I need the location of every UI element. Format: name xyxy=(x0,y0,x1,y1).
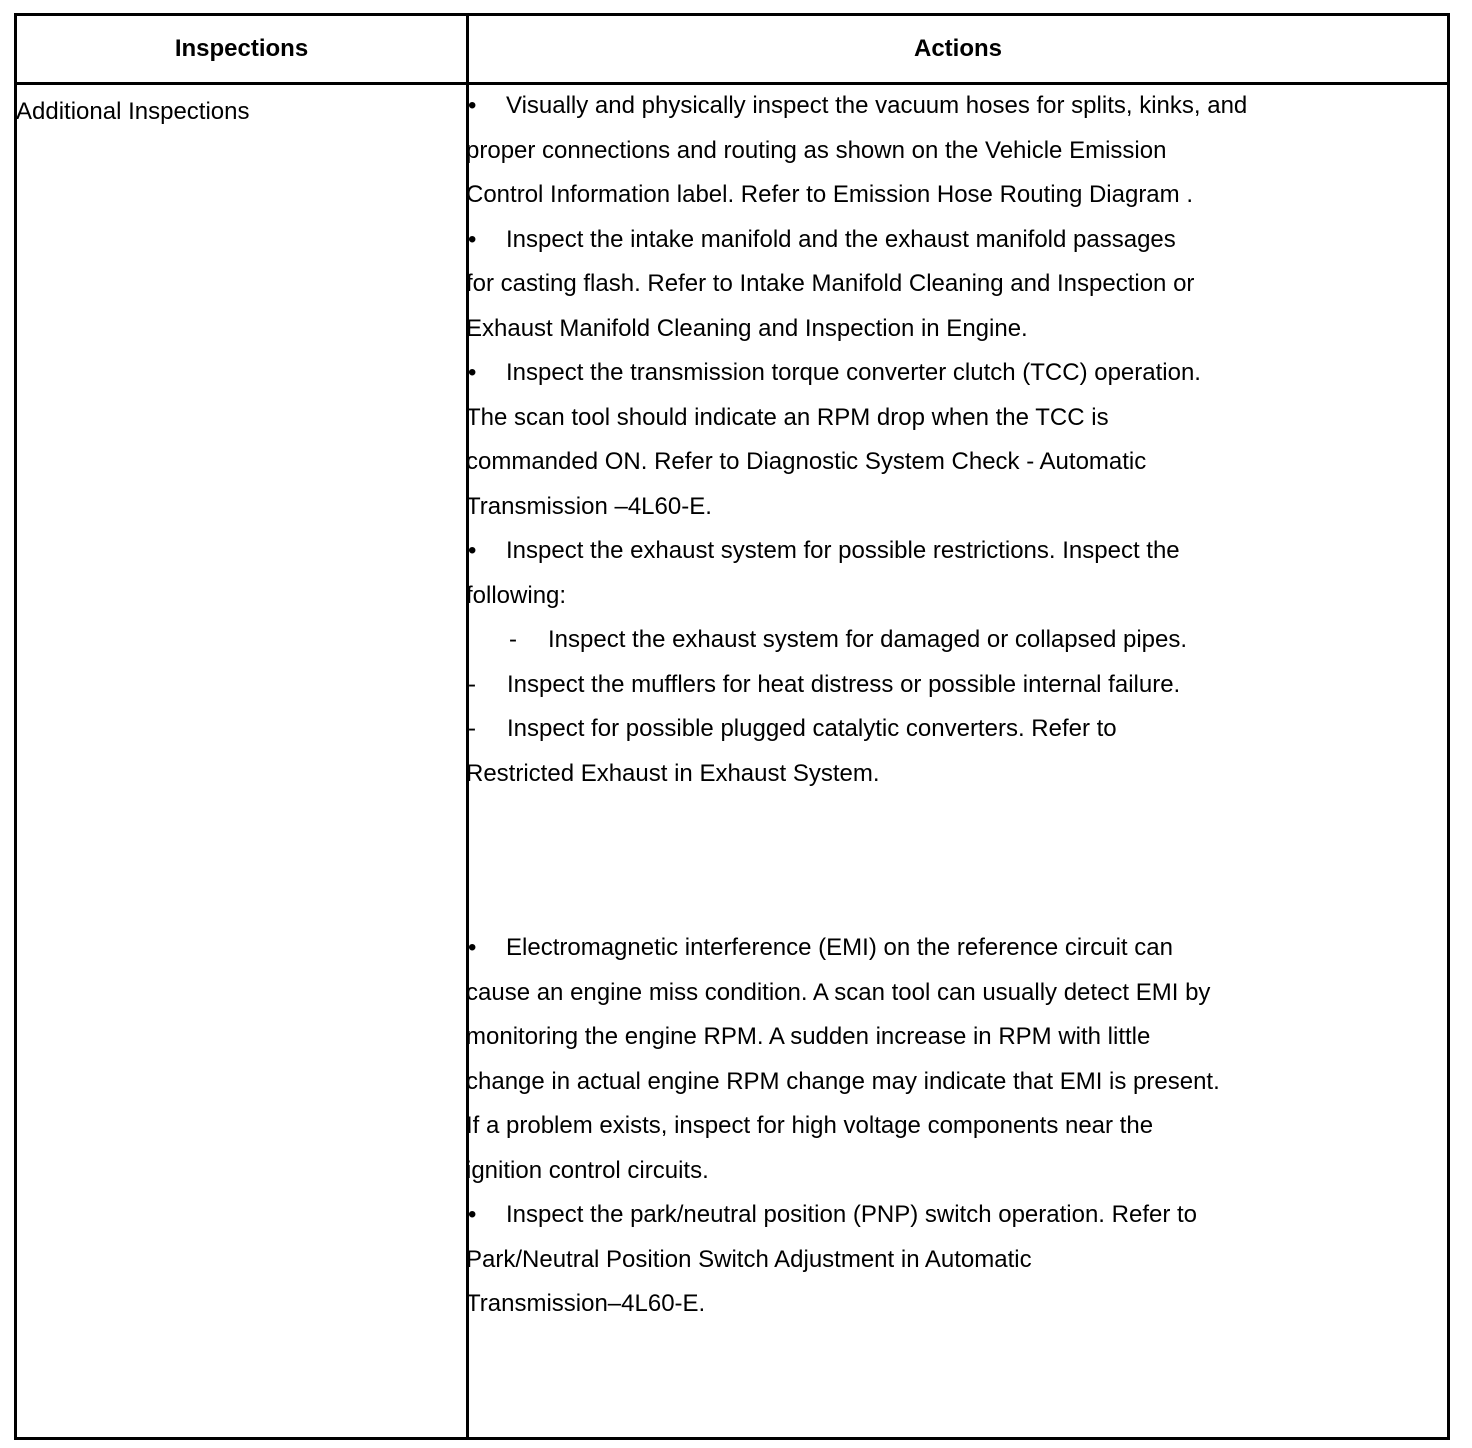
action-line-text: Transmission–4L60-E. xyxy=(466,1290,706,1317)
action-line xyxy=(466,1104,1416,1149)
header-inspections: Inspections xyxy=(174,35,309,62)
action-line xyxy=(466,663,1416,708)
action-line-text: Inspect the transmission torque converter clutch (TCC) operation. xyxy=(506,359,1201,386)
bullet-marker: • xyxy=(468,1201,477,1228)
action-line xyxy=(466,1060,1416,1105)
action-line-text: Inspect the park/neutral position (PNP) switch operation. Refer to xyxy=(506,1201,1198,1228)
bullet-marker: • xyxy=(468,92,477,119)
dash-marker: - xyxy=(468,715,476,742)
action-line-text: Restricted Exhaust in Exhaust System. xyxy=(466,759,880,787)
action-line xyxy=(466,485,1416,530)
action-line-text: cause an engine miss condition. A scan tool can usually detect EMI by xyxy=(466,978,1211,1006)
action-line xyxy=(466,1282,1416,1327)
action-line-text: for casting flash. Refer to Intake Manifold Cleaning and Inspection or xyxy=(466,270,1195,297)
action-line-text: Transmission –4L60-E. xyxy=(466,492,712,520)
action-line-text: commanded ON. Refer to Diagnostic System Check - Automatic xyxy=(466,448,1147,475)
action-line xyxy=(466,84,1416,129)
actions-cell-part1 xyxy=(466,84,1416,796)
action-line-text: Visually and physically inspect the vacuum hoses for splits, kinks, and xyxy=(506,92,1248,119)
action-line-text: ignition control circuits. xyxy=(466,1156,709,1184)
action-line xyxy=(466,1238,1416,1283)
dash-marker: - xyxy=(509,626,517,653)
action-line xyxy=(466,440,1416,485)
bullet-marker: • xyxy=(468,537,477,564)
action-line xyxy=(466,707,1416,752)
bullet-marker: • xyxy=(468,225,477,253)
action-line-text: Control Information label. Refer to Emission Hose Routing Diagram . xyxy=(466,181,1193,208)
action-line xyxy=(466,173,1416,218)
action-line xyxy=(466,307,1416,352)
bullet-marker: • xyxy=(468,359,477,386)
action-line-text: Inspect the intake manifold and the exhaust manifold passages xyxy=(506,225,1176,253)
action-line-text: The scan tool should indicate an RPM drop when the TCC is xyxy=(466,403,1109,431)
action-line-text: Inspect for possible plugged catalytic converters. Refer to xyxy=(507,715,1117,742)
action-line-text: If a problem exists, inspect for high voltage components near the xyxy=(466,1112,1154,1139)
bullet-marker: • xyxy=(468,934,477,961)
action-line xyxy=(466,396,1416,441)
action-line xyxy=(466,1193,1416,1238)
action-line-text: Inspect the mufflers for heat distress or possible internal failure. xyxy=(507,670,1181,698)
action-line xyxy=(466,971,1416,1016)
action-line-text: Inspect the exhaust system for damaged or collapsed pipes. xyxy=(548,626,1188,653)
dash-marker: - xyxy=(468,670,476,698)
action-line xyxy=(466,129,1416,174)
actions-cell-part2 xyxy=(466,926,1416,1327)
action-line xyxy=(466,262,1416,307)
action-line xyxy=(466,752,1416,797)
action-line-text: Exhaust Manifold Cleaning and Inspection in Engine. xyxy=(466,314,1028,342)
inspection-cell: Additional Inspections xyxy=(16,98,250,125)
action-line xyxy=(466,218,1416,263)
action-line xyxy=(466,618,1416,663)
action-line xyxy=(466,574,1416,619)
action-line-text: Park/Neutral Position Switch Adjustment in Automatic xyxy=(466,1245,1032,1273)
action-line xyxy=(466,351,1416,396)
action-line-text: Electromagnetic interference (EMI) on the reference circuit can xyxy=(506,934,1173,961)
action-line xyxy=(466,1149,1416,1194)
header-actions: Actions xyxy=(913,35,1002,62)
action-line-text: Inspect the exhaust system for possible restrictions. Inspect the xyxy=(506,537,1180,564)
action-line-text: proper connections and routing as shown on the Vehicle Emission xyxy=(466,136,1167,164)
action-line-text: change in actual engine RPM change may indicate that EMI is present. xyxy=(466,1067,1220,1095)
action-line xyxy=(466,926,1416,971)
action-line-text: following: xyxy=(466,581,567,609)
action-line xyxy=(466,1015,1416,1060)
action-line xyxy=(466,529,1416,574)
action-line-text: monitoring the engine RPM. A sudden increase in RPM with little xyxy=(466,1023,1151,1050)
